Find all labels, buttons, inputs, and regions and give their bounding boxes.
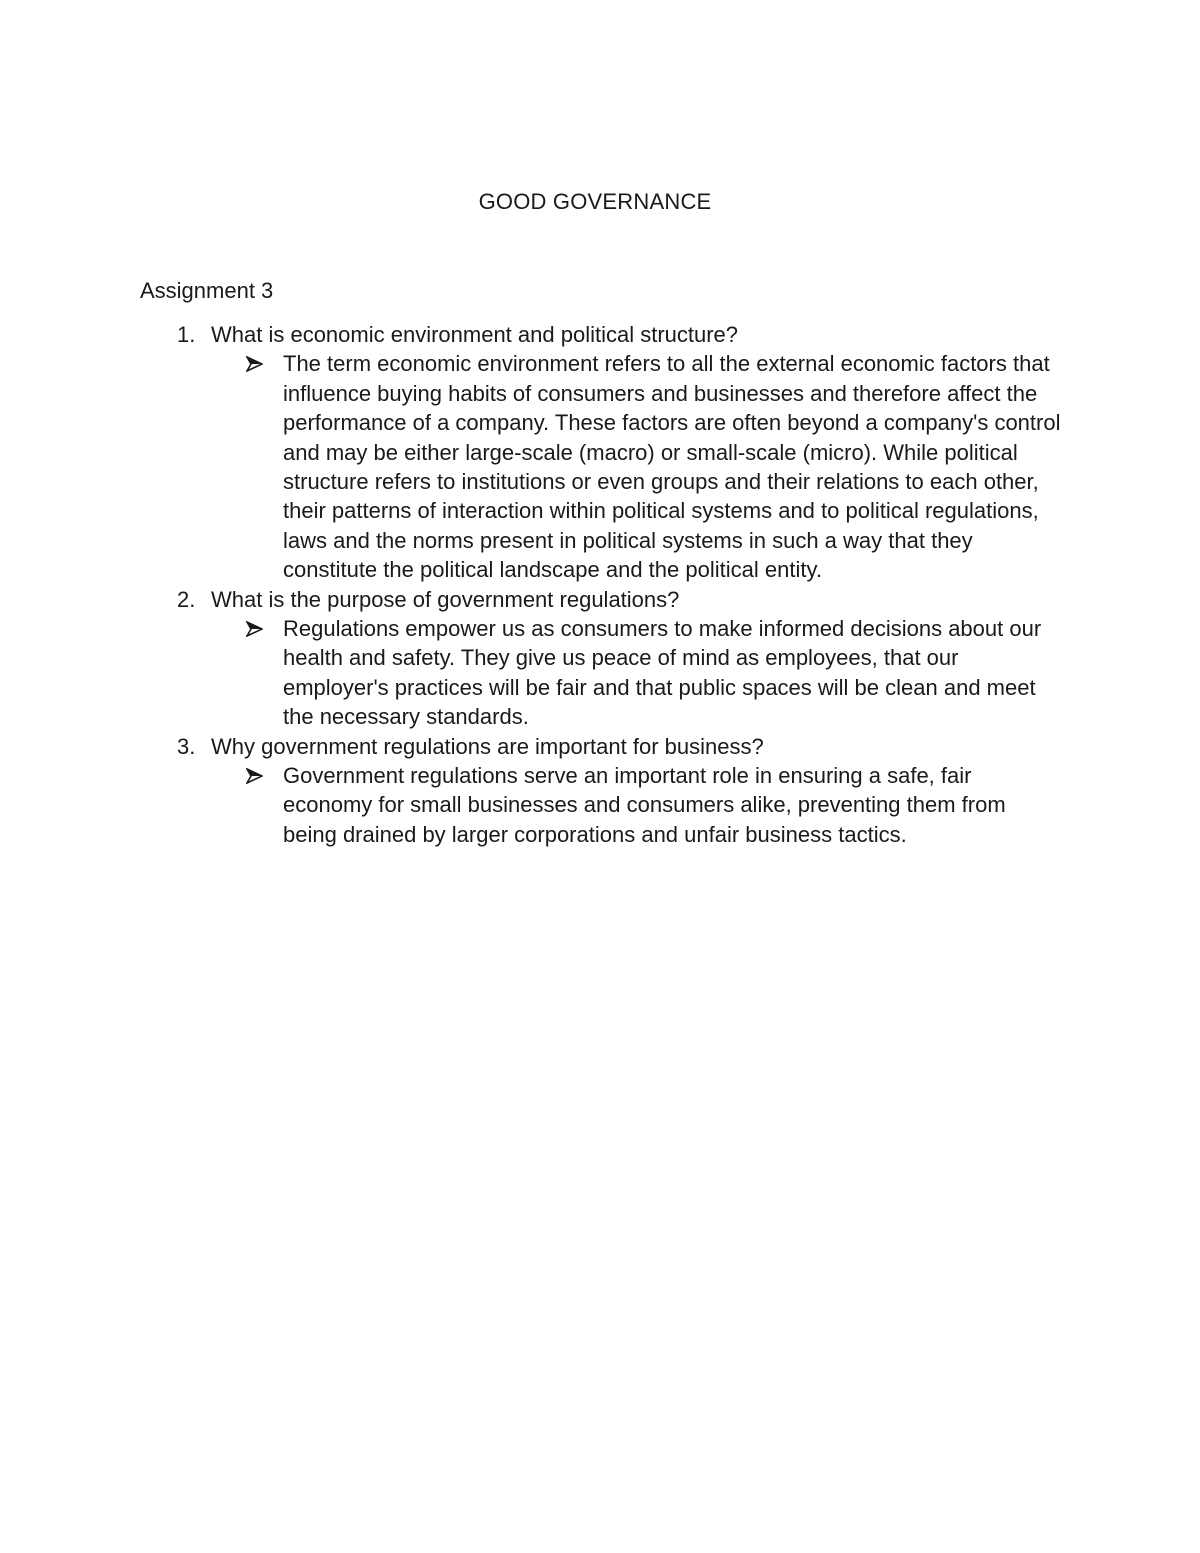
answer-block xyxy=(0,761,1200,849)
question-item-3 xyxy=(0,732,1200,850)
answer-block xyxy=(0,614,1200,732)
question-number: 1. xyxy=(177,322,196,347)
page-title: GOOD GOVERNANCE xyxy=(478,189,712,214)
question-row xyxy=(0,320,1200,349)
answer-block xyxy=(0,349,1200,584)
arrowhead-bullet-icon xyxy=(246,614,266,643)
question-row xyxy=(0,585,1200,614)
answer-text: Government regulations serve an important role in ensuring a safe, fair economy for small businesses and consumers alike, preventing them from being drained by larger corporations and unfair business tactics. xyxy=(283,763,1006,847)
answer-text: The term economic environment refers to all the external economic factors that influence buying habits of consumers and businesses and therefore affect the performance of a company. These factors are often beyond a company's control and may be either large-scale (macro) or small-scale (micro). While political structure refers to institutions or even groups and their relations to each other, their patterns of interaction within political systems and to political regulations, laws and the norms present in political systems in such a way that they constitute the political landscape and the political entity. xyxy=(283,351,1061,583)
question-number: 3. xyxy=(177,733,196,759)
question-number: 2. xyxy=(177,586,196,612)
arrowhead-bullet-icon xyxy=(246,761,266,790)
question-item-1 xyxy=(0,320,1200,585)
question-item-2 xyxy=(0,585,1200,732)
question-list xyxy=(0,320,1200,849)
answer-text: Regulations empower us as consumers to make informed decisions about our health and safety. They give us peace of mind as employees, that our employer's practices will be fair and that public spaces will be clean and meet the necessary standards. xyxy=(283,616,1042,730)
question-text: Why government regulations are important for business? xyxy=(211,733,764,759)
arrowhead-bullet-icon xyxy=(246,349,266,378)
question-row xyxy=(0,732,1200,761)
assignment-heading: Assignment 3 xyxy=(140,278,274,303)
question-text: What is economic environment and political structure? xyxy=(211,322,739,347)
question-text: What is the purpose of government regulations? xyxy=(211,586,680,612)
